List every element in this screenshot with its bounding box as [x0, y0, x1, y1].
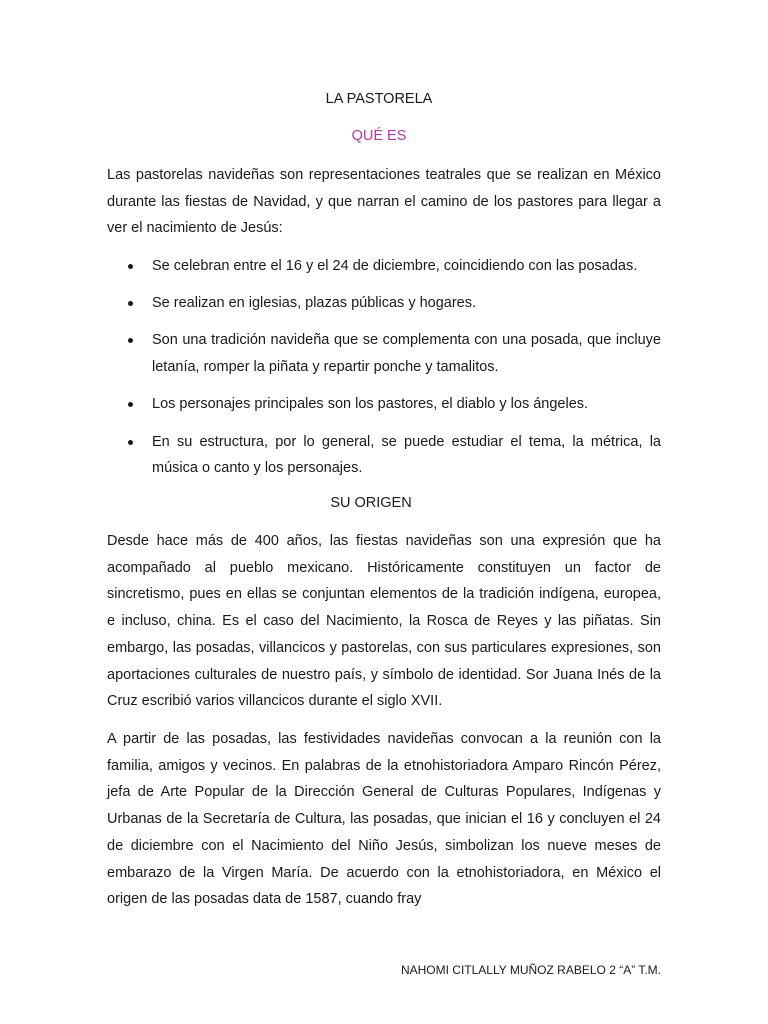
list-item-text: Se celebran entre el 16 y el 24 de diciembre, coincidiendo con las posadas. — [152, 258, 638, 274]
bullet-list — [107, 253, 661, 492]
bullet-icon — [128, 301, 133, 306]
list-item — [107, 429, 661, 482]
list-item — [107, 327, 661, 380]
origin-paragraph-2: A partir de las posadas, las festividades navideñas convocan a la reunión con la familia, amigos y vecinos. En palabras de la etnohistoriadora Amparo Rincón Pérez, jefa de Arte Popular de la Dirección General de Culturas Populares, Indígenas y Urbanas de la Secretaría de Cultura, las posadas, que inician el 16 y concluyen el 24 de diciembre con el Nacimiento del Niño Jesús, simbolizan los nueve meses de embarazo de la Virgen María. De acuerdo con la etnohistoriadora, en México el origen de las posadas data de 1587, cuando fray — [107, 731, 661, 908]
section-heading-que-es: QUÉ ES — [351, 128, 407, 144]
bullet-icon — [128, 440, 133, 445]
list-item-text: En su estructura, por lo general, se puede estudiar el tema, la métrica, la música o canto y los personajes. — [152, 433, 661, 477]
list-item — [107, 290, 661, 317]
page-footer-author: NAHOMI CITLALLY MUÑOZ RABELO 2 “A” T.M. — [400, 963, 661, 977]
intro-paragraph: Las pastorelas navideñas son representaciones teatrales que se realizan en México durante las fiestas de Navidad, y que narran el camino de los pastores para llegar a ver el nacimiento de Jesús: — [107, 167, 661, 237]
document-title: LA PASTORELA — [325, 91, 433, 107]
origin-paragraph-1: Desde hace más de 400 años, las fiestas navideñas son una expresión que ha acompañado al pueblo mexicano. Históricamente constituyen un factor de sincretismo, pues en ellas se conjuntan elementos de la tradición indígena, europea, e incluso, china. Es el caso del Nacimiento, la Rosca de Reyes y las piñatas. Sin embargo, las posadas, villancicos y pastorelas, con sus particulares expresiones, son aportaciones culturales de nuestro país, y símbolo de identidad. Sor Juana Inés de la Cruz escribió varios villancicos durante el siglo XVII. — [107, 533, 661, 710]
list-item — [107, 253, 661, 280]
list-item — [107, 391, 661, 418]
bullet-icon — [128, 264, 133, 269]
bullet-icon — [128, 338, 133, 343]
list-item-text: Son una tradición navideña que se complementa con una posada, que incluye letanía, romper la piñata y repartir ponche y tamalitos. — [152, 332, 661, 376]
list-item-text: Los personajes principales son los pastores, el diablo y los ángeles. — [152, 396, 589, 413]
bullet-icon — [128, 402, 133, 407]
section-heading-su-origen: SU ORIGEN — [330, 495, 412, 511]
list-item-text: Se realizan en iglesias, plazas públicas y hogares. — [152, 295, 477, 312]
